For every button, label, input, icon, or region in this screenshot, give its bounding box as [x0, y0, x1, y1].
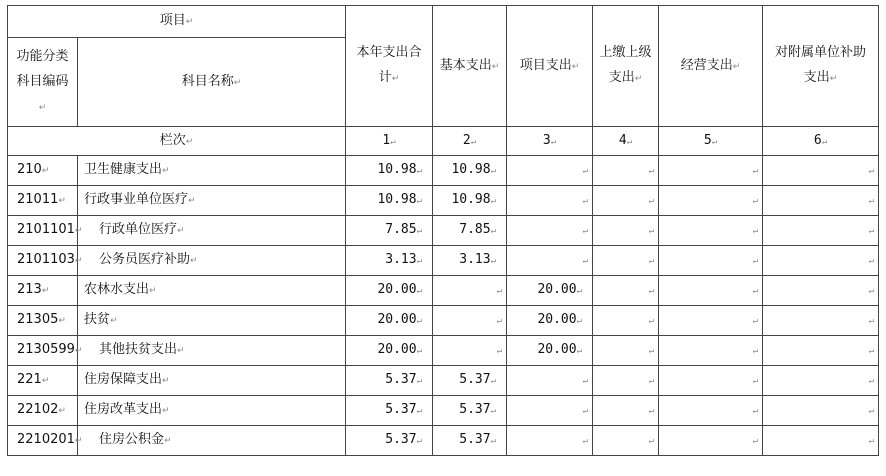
amount-cell-project: [507, 426, 593, 456]
subject-name-cell: [78, 276, 346, 306]
subject-name-cell: [78, 396, 346, 426]
table-row: [8, 336, 879, 366]
subject-code-cell: [8, 216, 83, 246]
table-row: [8, 156, 879, 186]
table-body: [8, 6, 879, 456]
paragraph-mark: ↵: [868, 226, 874, 236]
subject-code-cell: [8, 306, 78, 336]
paragraph-mark: ↵: [470, 136, 477, 147]
paragraph-mark: ↵: [416, 316, 422, 326]
amount-cell-business: [659, 186, 763, 216]
subject-code-cell: [8, 276, 78, 306]
paragraph-mark: ↵: [648, 286, 654, 296]
amount-value: 10.98: [377, 192, 417, 207]
paragraph-mark: ↵: [752, 436, 758, 446]
subject-code-cell: [8, 396, 78, 426]
paragraph-mark: ↵: [490, 406, 496, 416]
amount-cell-project: [507, 366, 593, 396]
paragraph-mark: ↵: [626, 136, 633, 147]
subject-code: 21305: [17, 312, 59, 327]
paragraph-mark: ↵: [74, 256, 83, 266]
column-number: [346, 127, 433, 156]
amount-cell-basic: [433, 336, 507, 366]
paragraph-mark: ↵: [752, 166, 758, 176]
subject-name-cell: [78, 156, 346, 186]
amount-cell-total: [346, 426, 433, 456]
amount-value: 5.37: [385, 432, 417, 447]
amount-cell-total: [346, 216, 433, 246]
amount-cell-business: [659, 216, 763, 246]
amount-value: 10.98: [451, 192, 491, 207]
subject-code: 221: [17, 372, 42, 387]
project-header-cell: [8, 6, 346, 38]
amount-cell-project: [507, 246, 593, 276]
amount-cell-project: [507, 336, 593, 366]
col-header-subsidy: [763, 6, 879, 127]
paragraph-mark: ↵: [496, 286, 502, 296]
amount-cell-basic: [433, 366, 507, 396]
paragraph-mark: ↵: [648, 166, 654, 176]
amount-value: 20.00: [377, 342, 417, 357]
subject-code: 2210201: [17, 432, 75, 447]
column-number: [763, 127, 879, 156]
table-row: [8, 366, 879, 396]
paragraph-mark: ↵: [416, 196, 422, 206]
paragraph-mark: ↵: [162, 376, 170, 386]
paragraph-mark: ↵: [177, 346, 185, 356]
amount-cell-upper: [593, 276, 659, 306]
amount-cell-business: [659, 336, 763, 366]
col-header-total-label: 本年支出合计: [356, 45, 422, 85]
amount-cell-business: [659, 366, 763, 396]
amount-cell-subsidy: [763, 306, 879, 336]
header-row-project: [8, 6, 879, 38]
col-header-basic-label: 基本支出: [439, 57, 492, 73]
paragraph-mark: ↵: [634, 74, 643, 84]
paragraph-mark: ↵: [233, 77, 242, 88]
amount-cell-basic: [433, 276, 507, 306]
paragraph-mark: ↵: [185, 17, 194, 27]
amount-value: 5.37: [385, 372, 417, 387]
amount-cell-total: [346, 186, 433, 216]
subject-code: 213: [17, 282, 42, 297]
paragraph-mark: ↵: [752, 256, 758, 266]
paragraph-mark: ↵: [732, 61, 741, 72]
code-col-header-label: 功能分类科目编码: [16, 48, 69, 89]
paragraph-mark: ↵: [752, 346, 758, 356]
subject-code: 2101101: [17, 222, 75, 237]
amount-value: 10.98: [451, 162, 491, 177]
amount-value: 20.00: [537, 342, 577, 357]
paragraph-mark: ↵: [391, 74, 400, 84]
amount-cell-basic: [433, 396, 507, 426]
subject-name: 住房改革支出: [84, 402, 163, 417]
paragraph-mark: ↵: [41, 376, 50, 386]
subject-name-cell: [78, 336, 346, 366]
paragraph-mark: ↵: [416, 376, 422, 386]
subject-name-cell: [78, 426, 346, 456]
amount-cell-basic: [433, 156, 507, 186]
column-number-row: [8, 127, 879, 156]
paragraph-mark: ↵: [41, 286, 50, 296]
paragraph-mark: ↵: [416, 166, 422, 176]
paragraph-mark: ↵: [416, 406, 422, 416]
amount-cell-project: [507, 396, 593, 426]
paragraph-mark: ↵: [648, 256, 654, 266]
subject-code: 21011: [17, 192, 59, 207]
subject-name: 公务员医疗补助: [99, 252, 191, 267]
paragraph-mark: ↵: [648, 436, 654, 446]
amount-cell-upper: [593, 306, 659, 336]
subject-name: 住房公积金: [99, 432, 165, 447]
amount-cell-total: [346, 246, 433, 276]
amount-cell-upper: [593, 216, 659, 246]
paragraph-mark: ↵: [752, 286, 758, 296]
paragraph-mark: ↵: [490, 166, 496, 176]
paragraph-mark: ↵: [868, 376, 874, 386]
column-number-6: 6: [813, 132, 822, 148]
paragraph-mark: ↵: [490, 226, 496, 236]
column-number-1: 1: [382, 132, 391, 148]
column-number-4: 4: [618, 132, 627, 148]
amount-cell-project: [507, 276, 593, 306]
paragraph-mark: ↵: [582, 256, 588, 266]
paragraph-mark: ↵: [868, 316, 874, 326]
paragraph-mark: ↵: [582, 166, 588, 176]
row-label: 栏次: [159, 132, 186, 148]
amount-value: 20.00: [537, 312, 577, 327]
paragraph-mark: ↵: [868, 406, 874, 416]
table-row: [8, 276, 879, 306]
column-number-2: 2: [462, 132, 471, 148]
name-col-header-label: 科目名称: [181, 73, 234, 89]
subject-name-cell: [78, 366, 346, 396]
col-header-basic: [433, 6, 507, 127]
subject-code-cell: [8, 336, 83, 366]
paragraph-mark: ↵: [390, 136, 396, 147]
paragraph-mark: ↵: [162, 406, 170, 416]
paragraph-mark: ↵: [177, 226, 185, 236]
column-number: [433, 127, 507, 156]
subject-code-cell: [8, 156, 78, 186]
amount-value: 5.37: [459, 432, 491, 447]
amount-cell-basic: [433, 426, 507, 456]
paragraph-mark: ↵: [416, 226, 422, 236]
paragraph-mark: ↵: [576, 286, 582, 296]
paragraph-mark: ↵: [868, 436, 874, 446]
column-number: [593, 127, 659, 156]
paragraph-mark: ↵: [74, 226, 83, 236]
paragraph-mark: ↵: [576, 346, 582, 356]
amount-cell-upper: [593, 156, 659, 186]
amount-value: 20.00: [537, 282, 577, 297]
subject-code: 2101103: [17, 252, 75, 267]
amount-value: 5.37: [459, 372, 491, 387]
subject-name: 其他扶贫支出: [99, 342, 178, 357]
amount-cell-subsidy: [763, 336, 879, 366]
col-header-total: [346, 6, 433, 127]
amount-cell-basic: [433, 216, 507, 246]
table-row: [8, 216, 879, 246]
column-number-5: 5: [703, 132, 712, 148]
subject-name: 行政事业单位医疗: [84, 192, 189, 207]
paragraph-mark: ↵: [41, 166, 50, 176]
paragraph-mark: ↵: [576, 316, 582, 326]
paragraph-mark: ↵: [162, 166, 170, 176]
subject-name: 行政单位医疗: [99, 222, 178, 237]
col-header-upper: [593, 6, 659, 127]
paragraph-mark: ↵: [58, 406, 66, 416]
paragraph-mark: ↵: [752, 226, 758, 236]
paragraph-mark: ↵: [571, 61, 580, 72]
table-row: [8, 396, 879, 426]
column-number: [507, 127, 593, 156]
amount-cell-business: [659, 246, 763, 276]
col-header-project-label: 项目支出: [519, 57, 572, 73]
amount-value: 3.13: [459, 252, 491, 267]
amount-value: 20.00: [377, 312, 417, 327]
paragraph-mark: ↵: [868, 196, 874, 206]
paragraph-mark: ↵: [648, 196, 654, 206]
paragraph-mark: ↵: [38, 102, 47, 113]
amount-cell-basic: [433, 246, 507, 276]
subject-name: 卫生健康支出: [84, 162, 163, 177]
amount-cell-subsidy: [763, 426, 879, 456]
amount-value: 5.37: [385, 402, 417, 417]
paragraph-mark: ↵: [868, 166, 874, 176]
paragraph-mark: ↵: [582, 436, 588, 446]
subject-name-cell: [78, 186, 346, 216]
amount-cell-project: [507, 216, 593, 246]
amount-cell-subsidy: [763, 276, 879, 306]
paragraph-mark: ↵: [821, 136, 828, 147]
amount-cell-total: [346, 156, 433, 186]
subject-code-cell: [8, 366, 78, 396]
paragraph-mark: ↵: [188, 196, 196, 206]
amount-cell-subsidy: [763, 156, 879, 186]
amount-cell-business: [659, 426, 763, 456]
col-header-upper-label: 上缴上级支出: [599, 45, 652, 85]
subject-code-cell: [8, 186, 78, 216]
paragraph-mark: ↵: [74, 346, 83, 356]
amount-cell-subsidy: [763, 246, 879, 276]
paragraph-mark: ↵: [550, 136, 557, 147]
subject-name: 住房保障支出: [84, 372, 163, 387]
paragraph-mark: ↵: [496, 316, 502, 326]
amount-cell-project: [507, 156, 593, 186]
paragraph-mark: ↵: [496, 346, 502, 356]
amount-value: 7.85: [385, 222, 417, 237]
amount-value: 20.00: [377, 282, 417, 297]
paragraph-mark: ↵: [648, 316, 654, 326]
amount-value: 3.13: [385, 252, 417, 267]
amount-cell-total: [346, 306, 433, 336]
amount-cell-total: [346, 336, 433, 366]
amount-cell-upper: [593, 246, 659, 276]
amount-cell-basic: [433, 186, 507, 216]
subject-code-cell: [8, 246, 83, 276]
amount-value: 7.85: [459, 222, 491, 237]
amount-cell-subsidy: [763, 216, 879, 246]
amount-cell-basic: [433, 306, 507, 336]
column-number: [659, 127, 763, 156]
amount-cell-subsidy: [763, 366, 879, 396]
paragraph-mark: ↵: [648, 226, 654, 236]
table-row: [8, 306, 879, 336]
paragraph-mark: ↵: [648, 376, 654, 386]
amount-cell-total: [346, 276, 433, 306]
paragraph-mark: ↵: [582, 376, 588, 386]
amount-cell-upper: [593, 396, 659, 426]
col-header-business-label: 经营支出: [680, 57, 733, 73]
paragraph-mark: ↵: [491, 61, 500, 72]
amount-cell-upper: [593, 366, 659, 396]
expenditure-table: [7, 5, 879, 456]
subject-name: 农林水支出: [84, 282, 150, 297]
paragraph-mark: ↵: [711, 136, 718, 147]
paragraph-mark: ↵: [185, 136, 194, 147]
code-col-header: [8, 38, 78, 127]
subject-name-cell: [78, 246, 346, 276]
paragraph-mark: ↵: [490, 376, 496, 386]
subject-code: 2130599: [17, 342, 75, 357]
paragraph-mark: ↵: [190, 256, 198, 266]
amount-cell-subsidy: [763, 186, 879, 216]
paragraph-mark: ↵: [149, 286, 157, 296]
paragraph-mark: ↵: [58, 316, 66, 326]
name-col-header: [78, 38, 346, 127]
paragraph-mark: ↵: [110, 316, 118, 326]
table-row: [8, 186, 879, 216]
paragraph-mark: ↵: [416, 346, 422, 356]
project-header: 项目: [159, 13, 186, 28]
col-header-project: [507, 6, 593, 127]
amount-cell-subsidy: [763, 396, 879, 426]
col-header-business: [659, 6, 763, 127]
amount-cell-business: [659, 396, 763, 426]
table-row: [8, 426, 879, 456]
paragraph-mark: ↵: [416, 286, 422, 296]
subject-name-cell: [78, 216, 346, 246]
amount-cell-business: [659, 306, 763, 336]
row-label-cell: [8, 127, 346, 156]
amount-cell-upper: [593, 186, 659, 216]
paragraph-mark: ↵: [829, 74, 838, 84]
amount-cell-project: [507, 186, 593, 216]
amount-cell-total: [346, 366, 433, 396]
subject-name-cell: [78, 306, 346, 336]
amount-cell-business: [659, 276, 763, 306]
subject-name: 扶贫: [84, 312, 111, 327]
subject-code-cell: [8, 426, 83, 456]
paragraph-mark: ↵: [490, 436, 496, 446]
amount-cell-total: [346, 396, 433, 426]
amount-cell-business: [659, 156, 763, 186]
paragraph-mark: ↵: [74, 436, 83, 446]
amount-cell-upper: [593, 336, 659, 366]
paragraph-mark: ↵: [582, 226, 588, 236]
paragraph-mark: ↵: [752, 316, 758, 326]
paragraph-mark: ↵: [58, 196, 66, 206]
amount-cell-upper: [593, 426, 659, 456]
paragraph-mark: ↵: [752, 406, 758, 416]
amount-value: 10.98: [377, 162, 417, 177]
paragraph-mark: ↵: [868, 346, 874, 356]
column-number-3: 3: [542, 132, 551, 148]
paragraph-mark: ↵: [490, 256, 496, 266]
paragraph-mark: ↵: [164, 436, 172, 446]
table-row: [8, 246, 879, 276]
amount-value: 5.37: [459, 402, 491, 417]
paragraph-mark: ↵: [490, 196, 496, 206]
paragraph-mark: ↵: [868, 256, 874, 266]
paragraph-mark: ↵: [752, 196, 758, 206]
paragraph-mark: ↵: [752, 376, 758, 386]
paragraph-mark: ↵: [582, 406, 588, 416]
amount-cell-project: [507, 306, 593, 336]
paragraph-mark: ↵: [416, 436, 422, 446]
paragraph-mark: ↵: [416, 256, 422, 266]
paragraph-mark: ↵: [648, 346, 654, 356]
subject-code: 22102: [17, 402, 59, 417]
subject-code: 210: [17, 162, 42, 177]
paragraph-mark: ↵: [868, 286, 874, 296]
paragraph-mark: ↵: [582, 196, 588, 206]
paragraph-mark: ↵: [648, 406, 654, 416]
col-header-subsidy-label: 对附属单位补助支出: [774, 45, 866, 85]
